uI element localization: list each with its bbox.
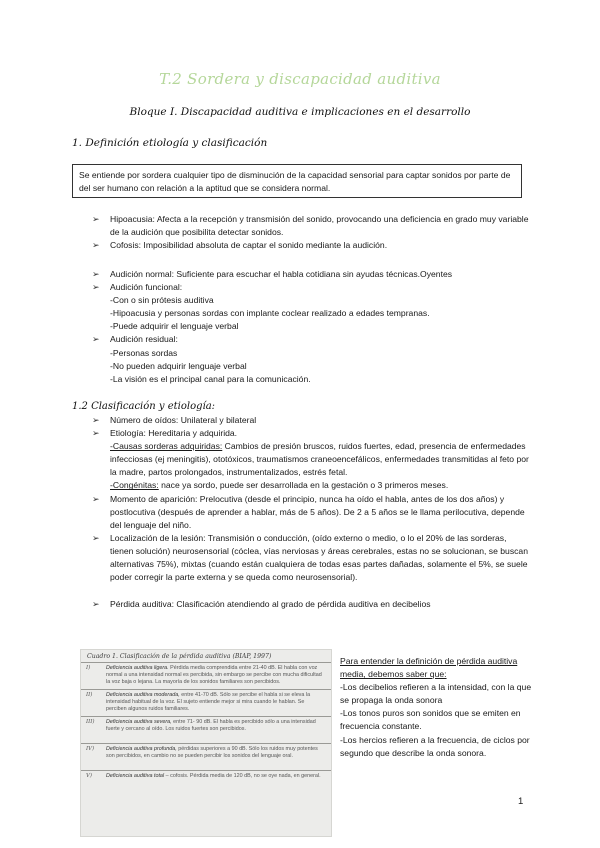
sub-item: -Puede adquirir el lenguaje verbal [110, 321, 239, 332]
list-item: ➢ Momento de aparición: Prelocutiva (desde el principio, nunca ha oído el habla, antes de los dos años) y postlocutiva (después de aprender a hablar, más de 5 años). De 2 a 5 años se le llama perilocutiva, depende del lenguaje del niño. [92, 493, 525, 530]
definitions-list [92, 213, 532, 252]
arrow-bullet-icon: ➢ [92, 214, 100, 224]
sub-item: -Causas sorderas adquiridas: Cambios de presión bruscos, ruidos fuertes, edad, presencia de enfermedades infecciosas (ej meningitis), ototóxicos, traumatismos craneoencefálicos, enfermedades transmitidas al feto por la madre, partos prolongados, instrumentalizados, estrés fetal. [110, 441, 529, 478]
table-row: III) Deficiencia auditiva severa, entre 71- 90 dB. El habla es percibido sólo a una intensidad fuerte y cercano al oído. Los ruidos fuertes son percibidos. [81, 716, 331, 743]
table-row: I) Deficiencia auditiva ligera. Pérdida media comprendida entre 21-40 dB. El habla con voz normal a una intensidad normal es percibida, sin embargo se percibe con mucha dificultad la voz baja o lejana. La mayoría de los sonidos familiares son percibidos. [81, 662, 331, 689]
classification-list [92, 414, 532, 611]
block-subtitle: Bloque I. Discapacidad auditiva e implicaciones en el desarrollo [129, 106, 471, 118]
arrow-bullet-icon: ➢ [92, 599, 100, 610]
list-item: ➢ Audición normal: Suficiente para escuchar el habla cotidiana sin ayudas técnicas.Oyentes [92, 268, 532, 281]
definition-box: Se entiende por sordera cualquier tipo de disminución de la capacidad sensorial para captar sonidos por parte de del ser humano con relación a la aptitud que se considera normal. [72, 164, 522, 198]
sub-item: -Personas sordas [110, 347, 178, 358]
hearing-loss-table [80, 649, 332, 837]
section-1-heading: 1. Definición etiología y clasificación [72, 137, 268, 149]
side-note-item: -Los decibelios refieren a la intensidad, con la que se propaga la onda sonora [340, 682, 532, 706]
list-item: ➢ Número de oídos: Unilateral y bilateral [92, 414, 532, 427]
side-note-item: -Los tonos puros son sonidos que se emiten en frecuencia constante. [340, 708, 521, 732]
arrow-bullet-icon: ➢ [92, 428, 100, 439]
arrow-bullet-icon: ➢ [92, 240, 100, 251]
sub-item: -La visión es el principal canal para la comunicación. [110, 373, 311, 384]
list-item: ➢ Etiología: Hereditaria y adquirida. [92, 427, 532, 440]
arrow-bullet-icon: ➢ [92, 493, 100, 504]
arrow-bullet-icon: ➢ [92, 282, 100, 293]
section-1-2-heading: 1.2 Clasificación y etiología: [72, 401, 216, 412]
table-row: IV) Deficiencia auditiva profunda, pérdidas superiores a 90 dB. Sólo los ruidos muy potentes son percibidos, en cambio no se pueden percibir los sonidos del lenguaje oral. [81, 743, 331, 770]
side-note [340, 655, 540, 760]
sub-item: -Congénitas: nace ya sordo, puede ser desarrollada en la gestación o 3 primeros meses. [110, 480, 449, 491]
list-item: ➢ Localización de la lesión: Transmisión o conducción, (oído externo o medio, o lo el 20% de las sorderas, tienen solución) neurosensorial (cóclea, vías nerviosas y áreas cerebrales, estas no se solucionan, se buscan alternativas 75%), mixtas (cuando están cualquiera de todas esas partes dañadas, solamente el 5%, se suele poder corregir la parte externa y se queda como neurosensorial). [92, 532, 528, 583]
table-row: V) Deficiencia auditiva total – cofosis. Pérdida media de 120 dB, no se oye nada, en general. [81, 770, 331, 797]
page-title: T.2 Sordera y discapacidad auditiva [159, 70, 441, 88]
sub-item: -No pueden adquirir lenguaje verbal [110, 360, 247, 371]
sub-item: -Con o sin prótesis auditiva [110, 295, 214, 306]
arrow-bullet-icon: ➢ [92, 334, 100, 345]
list-item: ➢ Cofosis: Imposibilidad absoluta de captar el sonido mediante la audición. [92, 239, 532, 252]
arrow-bullet-icon: ➢ [92, 269, 100, 279]
page-number: 1 [518, 796, 524, 807]
side-note-heading: Para entender la definición de pérdida auditiva media, debemos saber que: [340, 656, 518, 680]
list-item: ➢ Hipoacusia: Afecta a la recepción y transmisión del sonido, provocando una deficiencia en grado muy variable de la audición que posibilita detectar sonidos. [92, 214, 529, 238]
side-note-item: -Los hercios refieren a la frecuencia, de ciclos por segundo que describe la onda sonora. [340, 734, 530, 758]
arrow-bullet-icon: ➢ [92, 415, 100, 425]
list-item: ➢ Audición residual: [92, 333, 532, 346]
hearing-types-list [92, 268, 532, 386]
table-caption: Cuadro 1. Clasificación de la pérdida auditiva (BIAP, 1997) [87, 653, 272, 660]
list-item: ➢ Pérdida auditiva: Clasificación atendiendo al grado de pérdida auditiva en decibelios [92, 598, 532, 611]
sub-item: -Hipoacusia y personas sordas con implante coclear realizado a edades tempranas. [110, 308, 430, 319]
table-row: II) Deficiencia auditiva moderada, entre 41-70 dB. Sólo se percibe el habla si se eleva la intensidad habitual de la voz. El sujeto entiende mejor si mira cuando le hablan. Se perciben algunos ruidos familiares. [81, 689, 331, 716]
list-item: ➢ Audición funcional: [92, 281, 532, 294]
arrow-bullet-icon: ➢ [92, 532, 100, 543]
